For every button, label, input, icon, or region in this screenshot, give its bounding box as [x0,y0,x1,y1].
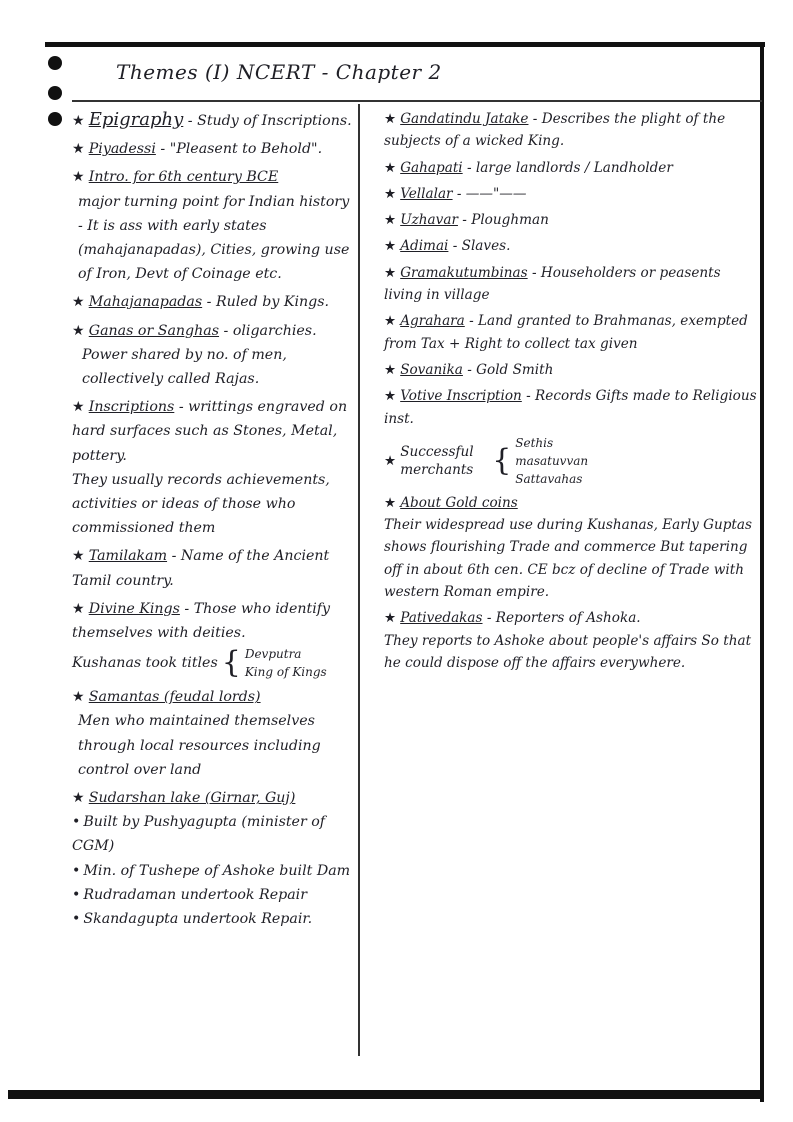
definition: - Slaves. [448,238,511,255]
term: Votive Inscription [400,388,522,405]
note-text: Men who maintained themselves through local resources including control over land [78,713,321,778]
page-title: Themes (I) NCERT - Chapter 2 [116,60,442,84]
definition: - writtings engraved on hard surfaces such as Stones, Metal, pottery. [72,399,348,464]
term: Tamilakam [88,548,168,565]
note-sovanika [384,359,758,381]
definition: - Land granted to Brahmanas, exempted from Tax + Right to collect tax given [384,313,748,352]
term: Adimai [400,238,449,255]
star-icon: ★ [72,141,85,158]
binder-hole-icon [48,112,62,126]
term: Samantas (feudal lords) [88,689,261,706]
star-icon: ★ [72,113,85,129]
term: Piyadessi [88,141,156,158]
note-text: Kushanas took titles [72,655,218,672]
list-item: • Rudradaman undertook Repair [72,883,354,907]
term: Divine Kings [88,600,180,617]
brace-icon: { [221,645,241,681]
term: Ganas or Sanghas [88,322,220,339]
star-icon: ★ [384,264,397,281]
note-votive [384,385,758,430]
star-icon: ★ [384,111,397,127]
term: Inscriptions [88,399,175,416]
note-ganas [72,319,354,392]
merchants-label: Successful merchants [400,443,474,478]
term: Gandatindu Jatake [400,111,529,127]
definition: - Name of the Ancient Tamil country. [72,548,330,589]
brace-icon: { [492,442,512,478]
list-item: • Built by Pushyagupta (minister of CGM) [72,810,354,858]
note-vellalar [384,183,758,205]
note-adimai [384,235,758,257]
right-column [384,108,758,678]
note-epigraphy [72,108,354,133]
page-border-right [760,42,764,1102]
kushana-titles [72,645,354,681]
term: Sudarshan lake (Girnar, Guj) [88,790,296,807]
term: Epigraphy [88,109,184,130]
page-border-bottom [8,1090,764,1099]
star-icon: ★ [384,452,397,469]
note-gold-coins [384,492,758,603]
star-icon: ★ [384,159,397,176]
star-icon: ★ [72,322,85,339]
star-icon: ★ [384,313,397,330]
term: About Gold coins [400,494,518,511]
star-icon: ★ [72,548,85,565]
note-text: major turning point for Indian history - It is ass with early states (mahajanapadas), Cities, growing use of Iron, Devt of Coinage etc. [78,193,350,283]
note-mahajanapadas [72,290,354,314]
term: Gramakutumbinas [400,264,528,281]
merchant-item: masatuvvan [515,453,589,468]
page-border-top [45,42,765,47]
binder-hole-icon [48,56,62,70]
term: Agrahara [400,313,465,330]
definition: - Reporters of Ashoka. [482,610,641,627]
binder-hole-icon [48,86,62,100]
list-item: • Skandagupta undertook Repair. [72,907,354,931]
star-icon: ★ [384,388,397,405]
star-icon: ★ [72,294,85,311]
list-item: • Min. of Tushepe of Ashoke built Dam [72,859,354,883]
star-icon: ★ [384,610,397,627]
note-uzhavar [384,209,758,231]
definition: - ——"—— [452,185,527,202]
left-column [72,108,354,935]
definition: - Records Gifts made to Religious inst. [384,388,757,427]
definition: - Ruled by Kings. [202,294,330,311]
column-divider [358,104,360,1056]
definition: - Ploughman [457,212,549,229]
definition: - large landlords / Landholder [462,159,673,176]
star-icon: ★ [384,212,397,229]
term: Intro. for 6th century BCE [88,169,279,186]
star-icon: ★ [72,169,85,186]
star-icon: ★ [72,600,85,617]
note-text: They reports to Ashoke about people's affairs So that he could dispose off the affairs everywhere. [384,632,752,671]
note-gahapati [384,157,758,179]
definition: - Study of Inscriptions. [183,113,352,129]
merchant-item: Sethis [515,435,554,450]
merchant-item: Sattavahas [515,471,583,486]
note-gandatindu [384,108,758,153]
note-gramakutumbinas [384,262,758,307]
note-agrahara [384,310,758,355]
note-samantas [72,685,354,782]
star-icon: ★ [384,238,397,255]
definition: - Gold Smith [462,361,554,378]
title-item: Devputra [244,647,302,662]
term: Uzhavar [400,212,458,229]
definition: - oligarchies. [219,322,317,339]
note-inscriptions [72,395,354,540]
note-divine-kings [72,597,354,681]
note-pativedakas [384,607,758,674]
note-sudarshan [72,786,354,931]
term: Gahapati [400,159,463,176]
star-icon: ★ [384,494,397,511]
note-merchants [384,434,758,488]
title-item: King of Kings [244,665,327,680]
definition: - "Pleasent to Behold". [155,141,323,158]
star-icon: ★ [72,790,85,807]
star-icon: ★ [384,185,397,202]
note-intro [72,165,354,286]
definition: - Those who identify themselves with deities. [72,600,331,642]
note-text: Power shared by no. of men, collectively called Rajas. [82,346,287,388]
note-text: They usually records achievements, activities or ideas of those who commissioned them [72,471,330,537]
title-rule [72,100,762,102]
definition: - Describes the plight of the subjects of a wicked King. [384,111,726,150]
note-tamilakam [72,544,354,592]
note-piyadessi [72,137,354,161]
term: Sovanika [400,361,463,378]
star-icon: ★ [72,689,85,706]
star-icon: ★ [72,399,85,416]
term: Vellalar [400,185,453,202]
note-text: Their widespread use during Kushanas, Early Guptas shows flourishing Trade and commerce But tapering off in about 6th cen. CE bcz of decline of Trade with western Roman empire. [384,517,752,601]
star-icon: ★ [384,361,397,378]
term: Mahajanapadas [88,294,203,311]
definition: - Householders or peasents living in village [384,264,721,304]
term: Pativedakas [400,610,483,627]
